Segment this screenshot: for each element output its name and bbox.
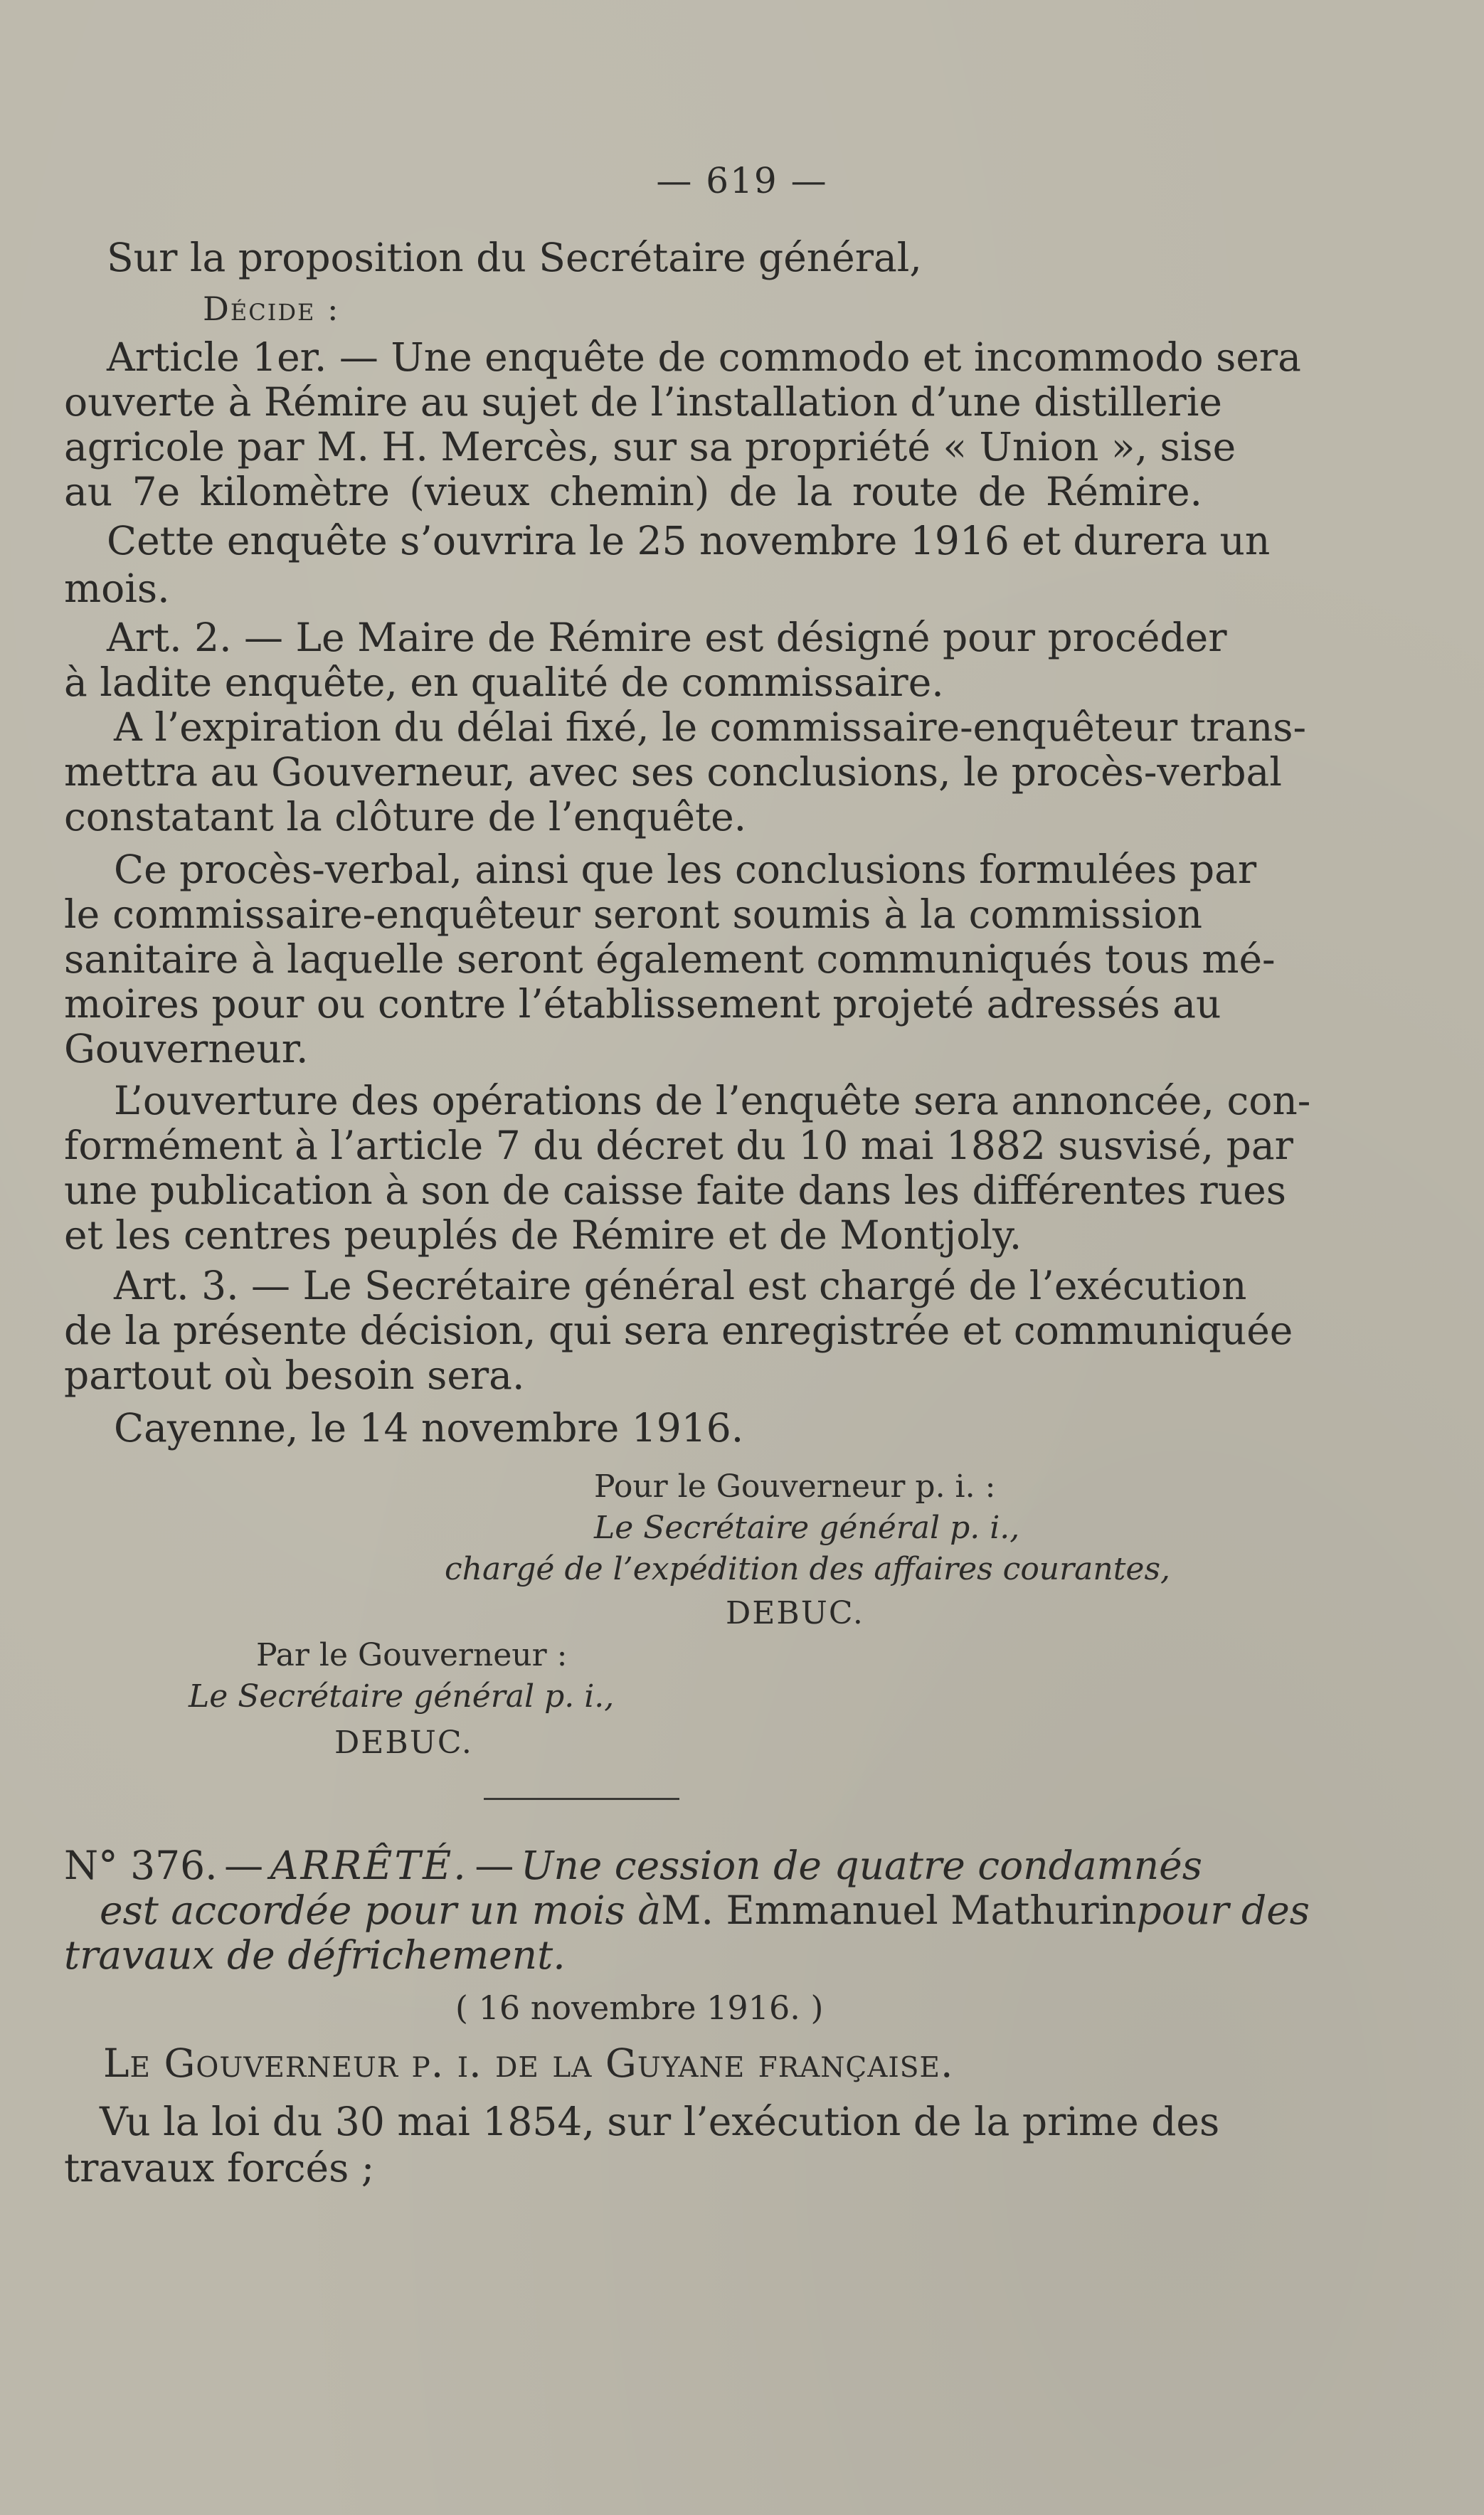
arrete-summary-2c: pour des xyxy=(1136,1887,1310,1933)
governor-heading: Le Gouverneur p. i. de la Guyane française. xyxy=(103,2040,954,2086)
art2-line-10: Gouverneur. xyxy=(64,1026,309,1071)
art2-line-14: et les centres peuplés de Rémire et de Montjoly. xyxy=(64,1212,1022,1258)
arrete-date: ( 16 novembre 1916. ) xyxy=(455,1989,824,2027)
signature-right-name: DEBUC. xyxy=(726,1595,864,1631)
art2-line-12: formément à l’article 7 du décret du 10 mai 1882 susvisé, par xyxy=(64,1123,1293,1168)
arrete-summary-3: travaux de défrichement. xyxy=(64,1932,566,1978)
art2-line-1: Art. 2. — Le Maire de Rémire est désigné pour procéder xyxy=(107,615,1227,660)
art2-line-5: constatant la clôture de l’enquête. xyxy=(64,794,747,840)
art2-line-8: sanitaire à laquelle seront également communiqués tous mé- xyxy=(64,936,1276,982)
arrete-dash: — xyxy=(224,1843,264,1888)
arrete-number: N° 376. xyxy=(64,1843,218,1888)
art2-line-6: Ce procès-verbal, ainsi que les conclusions formulées par xyxy=(114,847,1257,892)
signature-left-line-2: Le Secrétaire général p. i., xyxy=(189,1678,615,1715)
arrete-heading xyxy=(64,1843,1202,1888)
art1-line-6: mois. xyxy=(64,566,170,611)
arrete-summary-2a: est accordée pour un mois à xyxy=(100,1887,662,1933)
signature-right-line-1: Pour le Gouverneur p. i. : xyxy=(594,1468,996,1505)
art2-line-3: A l’expiration du délai fixé, le commissaire-enquêteur trans- xyxy=(114,704,1307,750)
proposal-line: Sur la proposition du Secrétaire général, xyxy=(107,235,922,280)
art2-line-7: le commissaire-enquêteur seront soumis à la commission xyxy=(64,891,1202,937)
signature-left-name: DEBUC. xyxy=(334,1725,473,1761)
arrete-summary-line-2 xyxy=(100,1887,1310,1933)
date-line: Cayenne, le 14 novembre 1916. xyxy=(114,1405,744,1451)
page-number: — 619 — xyxy=(656,160,828,201)
art2-line-2: à ladite enquête, en qualité de commissaire. xyxy=(64,660,944,705)
art3-line-2: de la présente décision, qui sera enregistrée et communiquée xyxy=(64,1308,1293,1353)
arrete-summary-2b: M. Emmanuel Mathurin xyxy=(661,1887,1137,1933)
decide-heading: Décide : xyxy=(203,290,340,328)
art1-line-3: agricole par M. H. Mercès, sur sa propriété « Union », sise xyxy=(64,424,1236,470)
art2-line-9: moires pour ou contre l’établissement projeté adressés au xyxy=(64,981,1221,1027)
signature-right-line-2: Le Secrétaire général p. i., xyxy=(594,1510,1020,1546)
signature-left-line-1: Par le Gouverneur : xyxy=(256,1637,568,1673)
art1-line-1: Article 1er. — Une enquête de commodo et incommodo sera xyxy=(107,334,1301,380)
arrete-summary-1: Une cession de quatre condamnés xyxy=(520,1843,1202,1888)
signature-right-line-3: chargé de l’expédition des affaires courantes, xyxy=(445,1551,1171,1587)
art2-line-13: une publication à son de caisse faite dans les différentes rues xyxy=(64,1168,1286,1213)
art2-line-4: mettra au Gouverneur, avec ses conclusions, le procès-verbal xyxy=(64,749,1282,795)
art3-line-1: Art. 3. — Le Secrétaire général est chargé de l’exécution xyxy=(114,1263,1247,1308)
art3-line-3: partout où besoin sera. xyxy=(64,1352,525,1398)
art2-line-11: L’ouverture des opérations de l’enquête sera annoncée, con- xyxy=(114,1078,1311,1123)
art1-line-5: Cette enquête s’ouvrira le 25 novembre 1916 et durera un xyxy=(107,518,1271,563)
vu-line-1: Vu la loi du 30 mai 1854, sur l’exécution de la prime des xyxy=(100,2099,1220,2144)
art1-line-4: au 7e kilomètre (vieux chemin) de la route de Rémire. xyxy=(64,469,1202,514)
vu-line-2: travaux forcés ; xyxy=(64,2145,375,2191)
section-divider xyxy=(484,1798,679,1800)
arrete-title: ARRÊTÉ. xyxy=(270,1843,468,1888)
arrete-dash-2: — xyxy=(475,1843,514,1888)
art1-line-2: ouverte à Rémire au sujet de l’installation d’une distillerie xyxy=(64,379,1222,425)
